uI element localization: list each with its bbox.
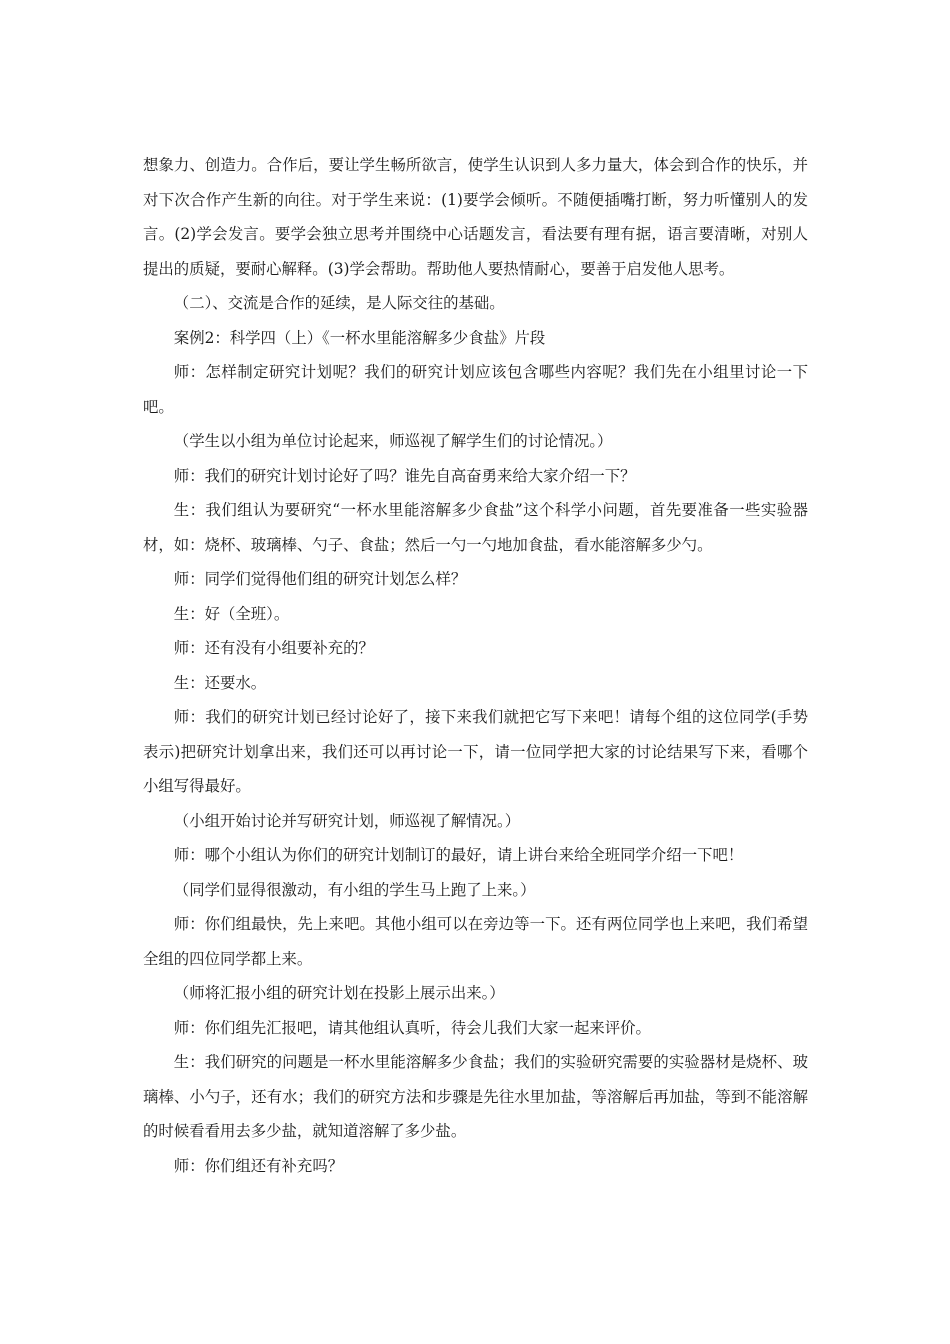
dialogue-line: 师：哪个小组认为你们的研究计划制订的最好，请上讲台来给全班同学介绍一下吧！ bbox=[173, 846, 744, 864]
section-heading-communication: （二）、交流是合作的延续，是人际交往的基础。 bbox=[173, 294, 505, 312]
dialogue-line: 师：你们组最快，先上来吧。其他小组可以在旁边等一下。还有两位同学也上来吧，我们希望全组的四位同学都上来。 bbox=[143, 915, 808, 968]
document-body bbox=[143, 148, 808, 1183]
dialogue-line: 生：还要水。 bbox=[173, 673, 267, 692]
stage-direction: （小组开始讨论并写研究计划，师巡视了解情况。） bbox=[173, 811, 521, 830]
stage-direction: （同学们显得很激动，有小组的学生马上跑了上来。） bbox=[173, 880, 536, 899]
dialogue-line: 师：你们组先汇报吧，请其他组认真听，待会儿我们大家一起来评价。 bbox=[173, 1018, 651, 1037]
case-title: 案例2：科学四（上）《一杯水里能溶解多少食盐》片段 bbox=[173, 328, 546, 347]
stage-direction: （师将汇报小组的研究计划在投影上展示出来。） bbox=[173, 984, 505, 1002]
dialogue-line: 生：我们组认为要研究“一杯水里能溶解多少食盐”这个科学小问题，首先要准备一些实验器材，如：烧杯、玻璃棒、勺子、食盐；然后一勺一勺地加食盐，看水能溶解多少勺。 bbox=[143, 501, 808, 554]
stage-direction: （学生以小组为单位讨论起来，师巡视了解学生们的讨论情况。） bbox=[173, 432, 613, 450]
dialogue-line: 师：我们的研究计划已经讨论好了，接下来我们就把它写下来吧！请每个组的这位同学(手势表示)把研究计划拿出来，我们还可以再讨论一下，请一位同学把大家的讨论结果写下来，看哪个小组写得最好。 bbox=[143, 708, 808, 795]
dialogue-line: 师：我们的研究计划讨论好了吗？谁先自高奋勇来给大家介绍一下？ bbox=[173, 466, 636, 485]
dialogue-line: 师：怎样制定研究计划呢？我们的研究计划应该包含哪些内容呢？我们先在小组里讨论一下吧。 bbox=[143, 363, 808, 416]
dialogue-line: 生：好（全班）。 bbox=[173, 604, 290, 623]
dialogue-line: 师：同学们觉得他们组的研究计划怎么样？ bbox=[173, 570, 467, 588]
dialogue-line: 生：我们研究的问题是一杯水里能溶解多少食盐；我们的实验研究需要的实验器材是烧杯、玻璃棒、小勺子，还有水；我们的研究方法和步骤是先往水里加盐，等溶解后再加盐，等到不能溶解的时候看看用去多少盐，就知道溶解了多少盐。 bbox=[143, 1053, 808, 1140]
dialogue-line: 师：还有没有小组要补充的？ bbox=[173, 639, 374, 657]
paragraph-cooperation-skills: 想象力、创造力。合作后，要让学生畅所欲言，使学生认识到人多力量大，体会到合作的快乐，并对下次合作产生新的向往。对于学生来说：(1)要学会倾听。不随便插嘴打断，努力听懂别人的发言。(2)学会发言。要学会独立思考并围绕中心话题发言，看法要有理有据，语言要清晰，对别人提出的质疑，要耐心解释。(3)学会帮助。帮助他人要热情耐心，要善于启发他人思考。 bbox=[143, 156, 808, 278]
dialogue-line: 师：你们组还有补充吗？ bbox=[173, 1156, 344, 1175]
